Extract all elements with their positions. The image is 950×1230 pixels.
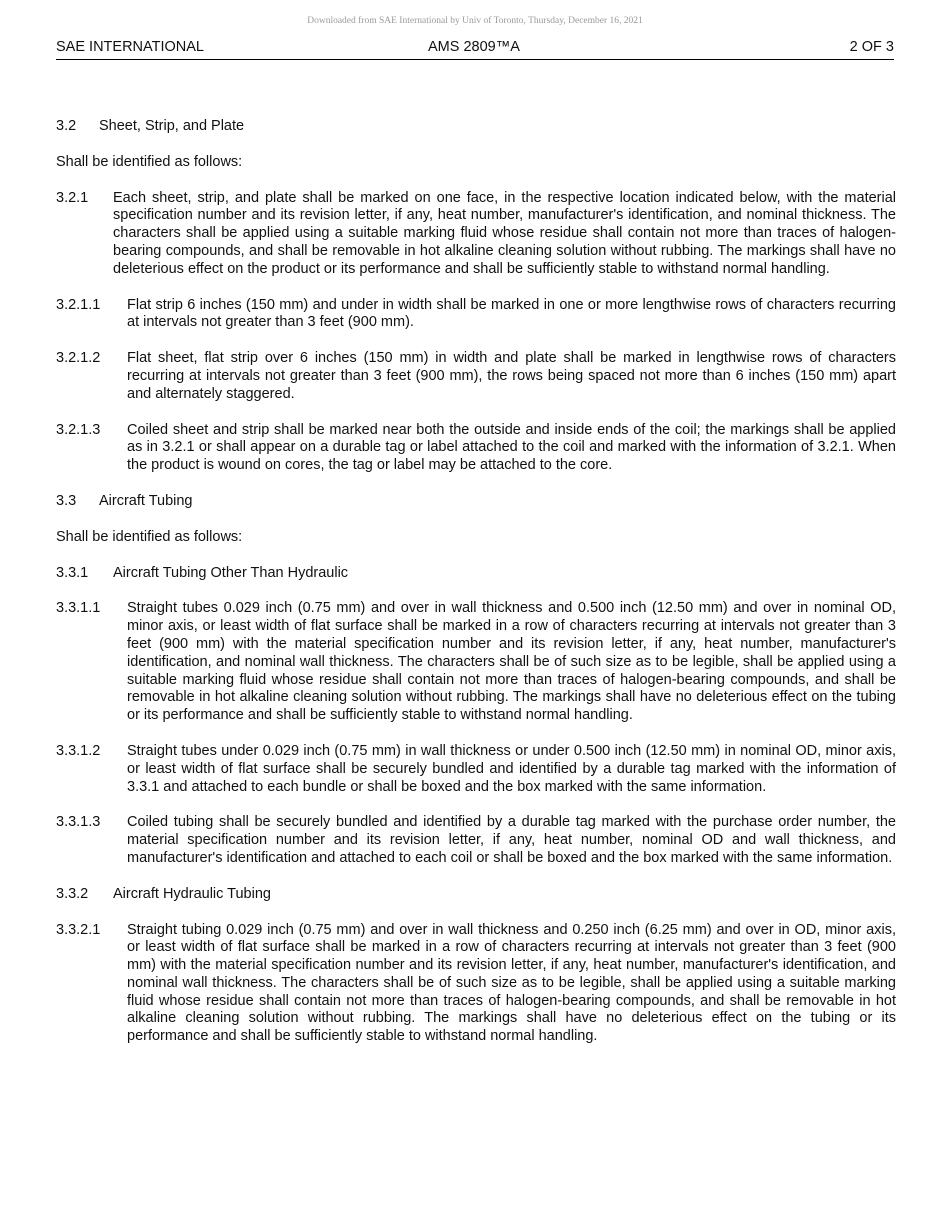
section-heading bbox=[56, 118, 896, 136]
clause-text: Each sheet, strip, and plate shall be marked on one face, in the respective location indicated below, with the material specification number and its revision letter, if any, heat number, manufacturer's identification, and nominal thickness. The characters shall be applied using a suitable marking fluid whose residue shall contain not more than traces of halogen-bearing compounds, and shall be removable in hot alkaline cleaning solution without rubbing. The markings shall have no deleterious effect on the product or its performance and shall be sufficiently stable to withstand normal handling. bbox=[113, 189, 896, 277]
clause bbox=[56, 350, 896, 403]
clause-text: Coiled sheet and strip shall be marked near both the outside and inside ends of the coil; the markings shall be applied as in 3.2.1 or shall appear on a durable tag or label attached to the coil and marked with the information of 3.2.1. When the product is wound on cores, the tag or label may be attached to the core. bbox=[127, 421, 896, 474]
clause-number: 3.2.1.3 bbox=[56, 421, 101, 438]
clause-text: Straight tubes 0.029 inch (0.75 mm) and over in wall thickness and 0.500 inch (12.50 mm) and over in nominal OD, minor axis, or least width of flat surface shall be marked in a row of characters recurring at intervals not greater than 3 feet (900 mm) with the material specification number and its revision letter, if any, heat number, manufacturer's identification, and nominal wall thickness. The characters shall be of such size as to be legible, shall be applied using a suitable marking fluid whose residue shall contain not more than traces of halogen-bearing compounds, and shall be removable in hot alkaline cleaning solution without rubbing. The markings shall have no deleterious effect on the tubing or its performance and shall be sufficiently stable to withstand normal handling. bbox=[127, 600, 896, 724]
subsection-title: Aircraft Tubing Other Than Hydraulic bbox=[113, 564, 349, 581]
clause-text: Flat strip 6 inches (150 mm) and under in width shall be marked in one or more lengthwise rows of characters recurring at intervals not greater than 3 feet (900 mm). bbox=[127, 296, 896, 331]
clause bbox=[56, 922, 896, 1047]
subsection-title: Aircraft Hydraulic Tubing bbox=[113, 885, 271, 902]
clause-text: Straight tubing 0.029 inch (0.75 mm) and over in wall thickness and 0.250 inch (6.25 mm) and over in OD, minor axis, or least width of flat surface shall be marked in a row of characters recurring at intervals not greater than 3 feet (900 mm) with the material specification number and its revision letter, if any, heat number, manufacturer's identification, and nominal wall thickness. The characters shall be of such size as to be legible, shall be applied using a suitable marking fluid whose residue shall contain not more than traces of halogen-bearing compounds, and shall be removable in hot alkaline cleaning solution without rubbing. The markings shall have no deleterious effect on the tubing or its performance and shall be sufficiently stable to withstand normal handling. bbox=[127, 921, 896, 1045]
clause-number: 3.3.1.3 bbox=[56, 814, 101, 831]
download-watermark: Downloaded from SAE International by Univ of Toronto, Thursday, December 16, 2021 bbox=[307, 16, 643, 26]
subsection-number: 3.3.2 bbox=[56, 885, 89, 902]
header-page-number: 2 OF 3 bbox=[849, 39, 894, 55]
paragraph-text: Shall be identified as follows: bbox=[56, 528, 243, 545]
subsection-heading bbox=[56, 565, 896, 583]
subsection-number: 3.3.1 bbox=[56, 564, 89, 581]
clause-text: Coiled tubing shall be securely bundled and identified by a durable tag marked with the purchase order number, the material specification number and its revision letter, if any, heat number, nominal OD and wall thickness, and manufacturer's identification and attached to each coil or shall be boxed and the box marked with the same information. bbox=[127, 814, 896, 866]
section-title: Sheet, Strip, and Plate bbox=[99, 118, 245, 134]
subsection-heading bbox=[56, 886, 896, 904]
clause-number: 3.3.1.1 bbox=[56, 600, 101, 617]
header-document-number: AMS 2809™A bbox=[428, 39, 520, 55]
paragraph-text: Shall be identified as follows: bbox=[56, 153, 243, 170]
clause bbox=[56, 743, 896, 796]
clause-number: 3.2.1 bbox=[56, 189, 89, 206]
page-header bbox=[56, 39, 894, 60]
section-title: Aircraft Tubing bbox=[99, 492, 193, 509]
clause-number: 3.3.1.2 bbox=[56, 742, 101, 759]
clause-number: 3.3.2.1 bbox=[56, 921, 101, 938]
clause-number: 3.2.1.2 bbox=[56, 350, 101, 367]
section-heading bbox=[56, 493, 896, 511]
clause bbox=[56, 190, 896, 279]
clause bbox=[56, 422, 896, 475]
clause bbox=[56, 600, 896, 725]
section-number: 3.3 bbox=[56, 492, 77, 509]
clause-text: Straight tubes under 0.029 inch (0.75 mm) in wall thickness or under 0.500 inch (12.50 mm) in nominal OD, minor axis, or least width of flat surface shall be securely bundled and identified by a durable tag marked with the information of 3.3.1 and attached to each bundle or shall be boxed and the box marked with the same information. bbox=[127, 742, 896, 795]
header-organization: SAE INTERNATIONAL bbox=[56, 39, 204, 55]
clause bbox=[56, 814, 896, 867]
section-number: 3.2 bbox=[56, 118, 77, 134]
clause bbox=[56, 297, 896, 333]
document-body bbox=[56, 118, 896, 1064]
clause-number: 3.2.1.1 bbox=[56, 296, 101, 313]
clause-text: Flat sheet, flat strip over 6 inches (150 mm) in width and plate shall be marked in lengthwise rows of characters recurring at intervals not greater than 3 feet (900 mm), the rows being spaced not more than 6 inches (150 mm) apart and alternately staggered. bbox=[127, 350, 896, 402]
